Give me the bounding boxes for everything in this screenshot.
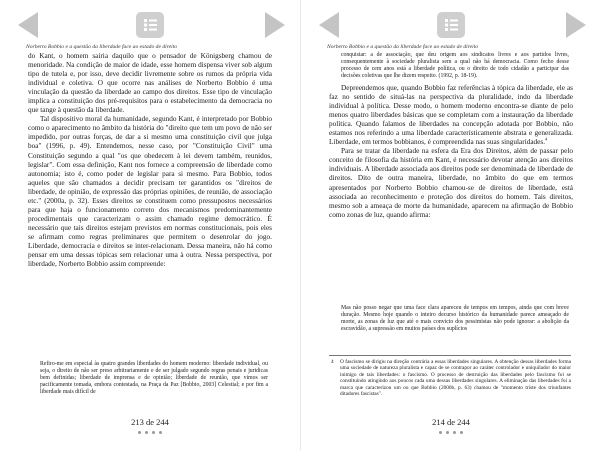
paragraph-text: Depreendemos que, quando Bobbio faz referências à tópica da liberdade, ele as faz no sentido de situá-las na perspectiva da pluralidade, indo da liberdade individual à política. Desse modo, o homem moderno encontra-se diante de pelo menos quatro liberdades básicas que se completam com a instauração da liberdade política. Quando falamos de liberdades na concepção adotada por Bobbio, não estamos nos referindo a uma liberdade característicamente abstrata e generalizada. Liberdade, em termos bobbianos, é compreendida nas suas singularidades. (329, 84, 573, 147)
next-page-button[interactable] (563, 10, 589, 40)
quote-text: Mas não posso negar que uma face clara apareceu de tempos em tempos, ainda que com breve duração. Mesmo hoje quando o inteiro decurso histórico da humanidade parece ameaçado de morte, as zonas de luz que até o mais convicto dos pessimistas não pode ignorar: a abolição da escravidão, a supressão em muitos países dos suplícios (341, 305, 569, 333)
list-menu-icon (136, 12, 164, 38)
paragraph: do Kant, o homem sairia daquilo que o pensador de Königsberg chamou de menoridade. Na condição de maior de idade, esse homem dispensa viver sob algum tipo de tutela e, por isso, deve decidir livremente sobre os rumos da própria vida individual e coletiva. O que ocorre nas análises de Norberto Bobbio é uma vinculação da questão da liberdade ao campo dos direitos. Esse tipo de vinculação implica a constituição dos pré-requisitos para o estabelecimento da democracia no que tange à questão da liberdade. (28, 52, 272, 115)
chevron-left-icon (316, 10, 342, 40)
chevron-right-icon (262, 10, 288, 40)
block-quote (40, 361, 268, 396)
footnote-ref[interactable]: 4 (545, 136, 548, 142)
footnote-text: O fascismo se dirigiu na direção contrária a essas liberdades singulares. A obtenção dessas liberdades forma uma sociedade de natureza pluralista e capaz de se contrapor ao caráter controlador e uniquilador do maior inimigo de tais liberdades: o fascismo. O processo de destruição das liberdades pelo fascismo foi se constituindo atingindo aos poucos cada uma dessas liberdades singulares. A eliminação das liberdades foi a marca que caracterizou um ou que Bobbio (2000b, p. 63) chamou de "momento triste dos triunfantes ditadores fascistas". (340, 359, 571, 398)
footnote (331, 359, 571, 397)
page-number: 214 de 244 (432, 417, 470, 427)
chevron-left-icon (15, 10, 41, 40)
block-quote (341, 305, 569, 333)
block-quote-continued (341, 52, 569, 80)
quote-text: conquistar: a de associação, que deu origem aos sindicatos livres e aos partidos livres, consequentemente à sociedade pluralista sem a qual não há democracia. Como fecho desse processo de cem anos está a liberdade política, ou o direito de todo cidadão a participar das decisões coletivas que lhe dizem respeito. (1992, p. 18-19). (341, 52, 569, 80)
quote-text: Refiro-me em especial às quatro grandes liberdades do homem moderno: liberdade individual, ou seja, o direito de não ser preso arbitrariamente e de ser julgado segundo regras penais e juridicas bem definidas; liberdade de imprensa e de opinião; liberdade de reunião, que vimos ser pacificamente tomada, embora contestada, na Praça da Paz [Bobbio, 2003] Celestial; e por fim a liberdade mais difícil de (40, 361, 268, 396)
footnote-number: 4 (331, 359, 334, 365)
chevron-right-icon (563, 10, 589, 40)
page-dots (138, 431, 162, 434)
next-page-button[interactable] (262, 10, 288, 40)
running-head: Norberto Bobbio e a questão da liberdade face ao estado de direito (26, 44, 178, 50)
footnote-separator (329, 355, 571, 356)
paragraph: Tal dispositivo moral da humanidade, segundo Kant, é interpretado por Bobbio como o aparecimento no âmbito da história do "direito que tem um povo de não ser impedido, por outras forças, de dar a si mesmo uma constituição civil que julga boa" (1996, p. 49). Entendemos, nesse caso, por "Constituição Civil" uma Constituição segundo a qual "os que obedecem à lei devem também, reunidos, legislar". Com essa definição, Kant nos fornece a compreensão de liberdade como autonomia; isto é, como poder de legislar para si mesmo. Para Bobbio, todos aqueles que são chamados a decidir precisam ter garantidos os "direitos de liberdade, de opinião, de expressão das próprias opiniões, de reunião, de associação etc." (2000a, p. 32). Esses direitos se constituem como pressupostos necessários para que haja o funcionamento correto dos mecanismos predominantemente procedimentais que caracterizam o assim chamado regime democrático. É necessário que tais direitos estejam previstos em normas constitucionais, pois eles se afirmam como regras preliminares que permitem o desenrolar do jogo. Liberdade, democracia e direitos se inter-relacionam. Dessa maneira, não há como pensar em uma dessas tópicas sem relacionar uma à outra. Nessa perspectiva, por liberdade, Norberto Bobbio assim compreende: (28, 115, 272, 269)
page-dots (439, 431, 463, 434)
menu-button[interactable] (437, 12, 465, 38)
paragraph (329, 84, 573, 147)
list-menu-icon (437, 12, 465, 38)
right-page (300, 0, 600, 450)
prev-page-button[interactable] (15, 10, 41, 40)
body-text (28, 52, 272, 269)
prev-page-button[interactable] (316, 10, 342, 40)
running-head: Norberto Bobbio e a questão da liberdade face ao estado de direito (327, 44, 479, 50)
body-text (329, 84, 573, 220)
menu-button[interactable] (136, 12, 164, 38)
page-number: 213 de 244 (131, 417, 169, 427)
paragraph: Para se tratar da liberdade na esfera da Era dos Direitos, além de passar pelo conceito de filosofia da história em Kant, é necessário devotar atenção aos direitos individuais. A liberdade associada aos direitos pode ser denominada de liberdade de direitos. Dito de outra maneira, liberdade, no âmbito do que em termos apresentados por Norberto Bobbio chamou-se de direitos de liberdade, está associada ao reconhecimento e proteção dos direitos do homem. Tais direitos, mesmo sob a ameaça de morte da humanidade, aparecem na afirmação de Bobbio como zonas de luz, quando afirma: (329, 147, 573, 219)
